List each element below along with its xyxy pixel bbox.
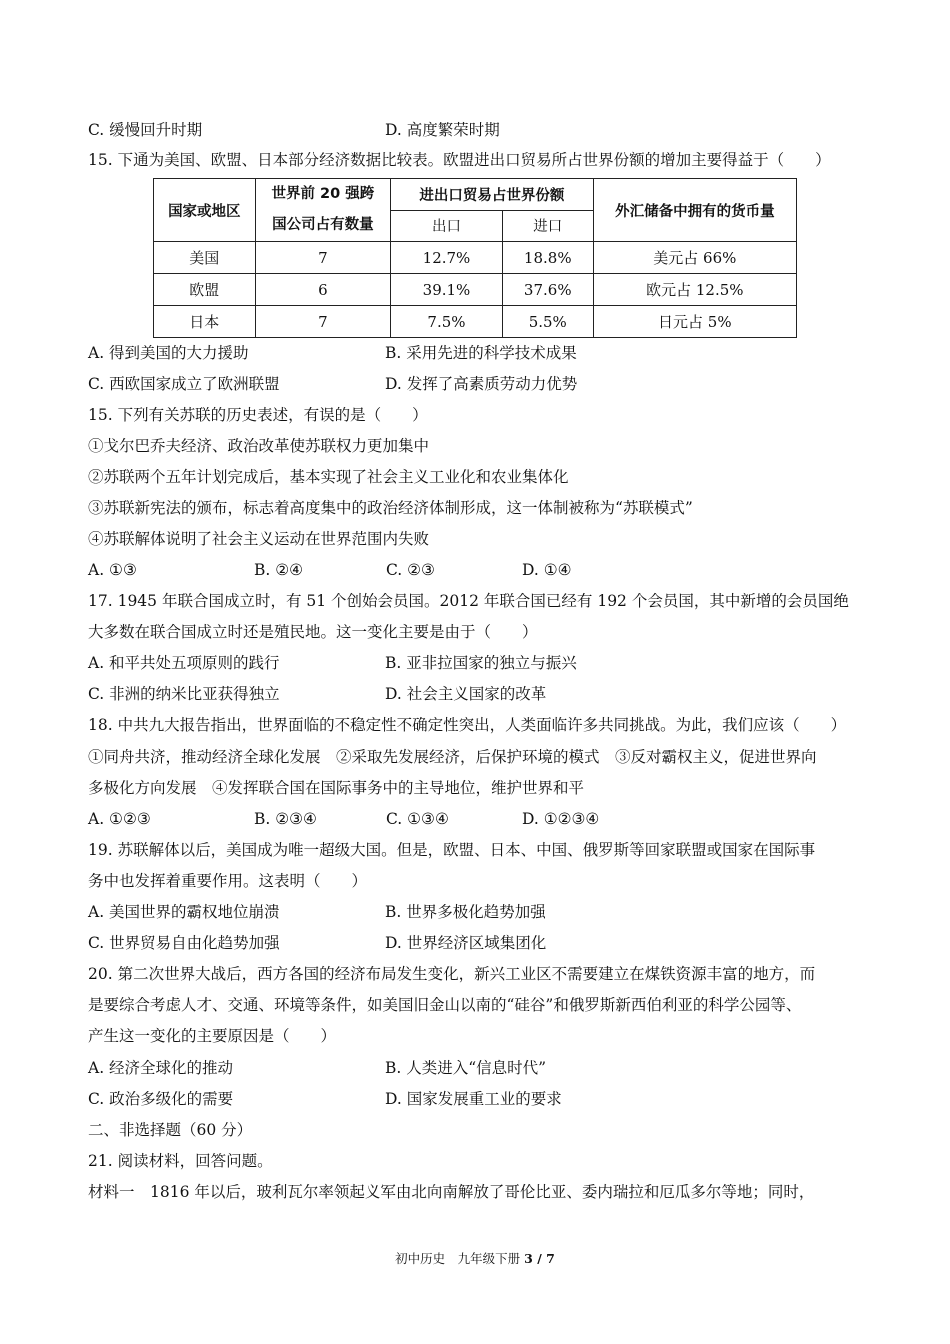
cell-export: 39.1% [391,274,503,306]
q17-stem-line2: 大多数在联合国成立时还是殖民地。这一变化主要是由于（ ） [88,623,538,641]
q15a-option-a: A. 得到美国的大力援助 [88,344,249,362]
cell-count: 6 [255,274,391,306]
table-header-mnc [255,179,391,242]
q17-option-d: D. 社会主义国家的改革 [385,685,547,703]
page-number: 3 / 7 [524,1251,555,1266]
table-header-reserve: 外汇储备中拥有的货币量 [593,179,796,242]
cell-export: 7.5% [391,306,503,338]
q14-option-d: D. 高度繁荣时期 [385,121,500,139]
cell-reserve: 美元占 66% [593,242,796,274]
q18-option-c: C. ①③④ [386,810,449,828]
q15b-option-a: A. ①③ [88,561,137,579]
table-header-trade: 进出口贸易占世界份额 [391,179,594,211]
q17-stem-line1: 17. 1945 年联合国成立时，有 51 个创始会员国。2012 年联合国已经有 192 个会员国，其中新增的会员国绝 [88,592,849,610]
q18-option-a: A. ①②③ [88,810,151,828]
q19-stem-line2: 务中也发挥着重要作用。这表明（ ） [88,872,368,890]
q20-stem-line3: 产生这一变化的主要原因是（ ） [88,1027,337,1045]
q21-material-1: 材料一 1816 年以后，玻利瓦尔率领起义军由北向南解放了哥伦比亚、委内瑞拉和厄瓜多尔等地；同时， [88,1183,815,1201]
table-header-import: 进口 [502,210,593,242]
q15b-option-c: C. ②③ [386,561,435,579]
footer-text: 初中历史 九年级下册 [395,1251,521,1266]
q18-option-d: D. ①②③④ [522,810,600,828]
q20-stem-line1: 20. 第二次世界大战后，西方各国的经济布局发生变化，新兴工业区不需要建立在煤铁资源丰富的地方，而 [88,965,816,983]
cell-import: 18.8% [502,242,593,274]
q19-stem-line1: 19. 苏联解体以后，美国成为唯一超级大国。但是，欧盟、日本、中国、俄罗斯等回家联盟或国家在国际事 [88,841,816,859]
q18-stem-line3: 多极化方向发展 ④发挥联合国在国际事务中的主导地位，维护世界和平 [88,779,585,797]
q20-option-b: B. 人类进入“信息时代” [385,1059,547,1077]
q15a-option-c: C. 西欧国家成立了欧洲联盟 [88,375,280,393]
q17-option-a: A. 和平共处五项原则的践行 [88,654,280,672]
q21-stem: 21. 阅读材料，回答问题。 [88,1152,273,1170]
table-row [154,242,797,274]
q19-option-b: B. 世界多极化趋势加强 [385,903,546,921]
section-heading-nonchoice: 二、非选择题（60 分） [88,1121,253,1139]
q15b-statement-3: ③苏联新宪法的颁布，标志着高度集中的政治经济体制形成，这一体制被称为“苏联模式” [88,499,693,517]
q15a-stem: 15. 下通为美国、欧盟、日本部分经济数据比较表。欧盟进出口贸易所占世界份额的增加主要得益于（ ） [88,151,831,169]
table-row [154,306,797,338]
q17-option-c: C. 非洲的纳米比亚获得独立 [88,685,280,703]
q15b-statement-2: ②苏联两个五年计划完成后，基本实现了社会主义工业化和农业集体化 [88,468,569,486]
table-header-mnc-line2: 国公司占有数量 [272,217,374,233]
q19-option-d: D. 世界经济区域集团化 [385,934,547,952]
q20-option-c: C. 政治多级化的需要 [88,1090,234,1108]
cell-region: 美国 [154,242,256,274]
cell-import: 5.5% [502,306,593,338]
economic-data-table [153,178,797,338]
table-header-export: 出口 [391,210,503,242]
q15b-stem: 15. 下列有关苏联的历史表述，有误的是（ ） [88,406,428,424]
cell-export: 12.7% [391,242,503,274]
q15b-statement-4: ④苏联解体说明了社会主义运动在世界范围内失败 [88,530,430,548]
cell-count: 7 [255,306,391,338]
q17-option-b: B. 亚非拉国家的独立与振兴 [385,654,577,672]
cell-import: 37.6% [502,274,593,306]
cell-region: 日本 [154,306,256,338]
q18-stem-line2: ①同舟共济，推动经济全球化发展 ②采取先发展经济，后保护环境的模式 ③反对霸权主义，促进世界向 [88,748,817,766]
cell-reserve: 日元占 5% [593,306,796,338]
q15b-option-d: D. ①④ [522,561,572,579]
table-header-mnc-line1: 世界前 20 强跨 [271,186,375,202]
cell-region: 欧盟 [154,274,256,306]
page-footer [0,1249,950,1267]
cell-count: 7 [255,242,391,274]
q15a-option-d: D. 发挥了高素质劳动力优势 [385,375,578,393]
q18-option-b: B. ②③④ [254,810,317,828]
table-row [154,274,797,306]
q20-option-a: A. 经济全球化的推动 [88,1059,234,1077]
q15b-option-b: B. ②④ [254,561,304,579]
q20-stem-line2: 是要综合考虑人才、交通、环境等条件，如美国旧金山以南的“硅谷”和俄罗斯新西伯利亚的科学公园等、 [88,996,802,1014]
q20-option-d: D. 国家发展重工业的要求 [385,1090,562,1108]
table-header-region: 国家或地区 [154,179,256,242]
q15b-statement-1: ①戈尔巴乔夫经济、政治改革使苏联权力更加集中 [88,437,430,455]
q19-option-c: C. 世界贸易自由化趋势加强 [88,934,280,952]
cell-reserve: 欧元占 12.5% [593,274,796,306]
q19-option-a: A. 美国世界的霸权地位崩溃 [88,903,280,921]
q14-option-c: C. 缓慢回升时期 [88,121,203,139]
q18-stem-line1: 18. 中共九大报告指出，世界面临的不稳定性不确定性突出，人类面临许多共同挑战。为此，我们应该（ ） [88,716,847,734]
q15a-option-b: B. 采用先进的科学技术成果 [385,344,577,362]
